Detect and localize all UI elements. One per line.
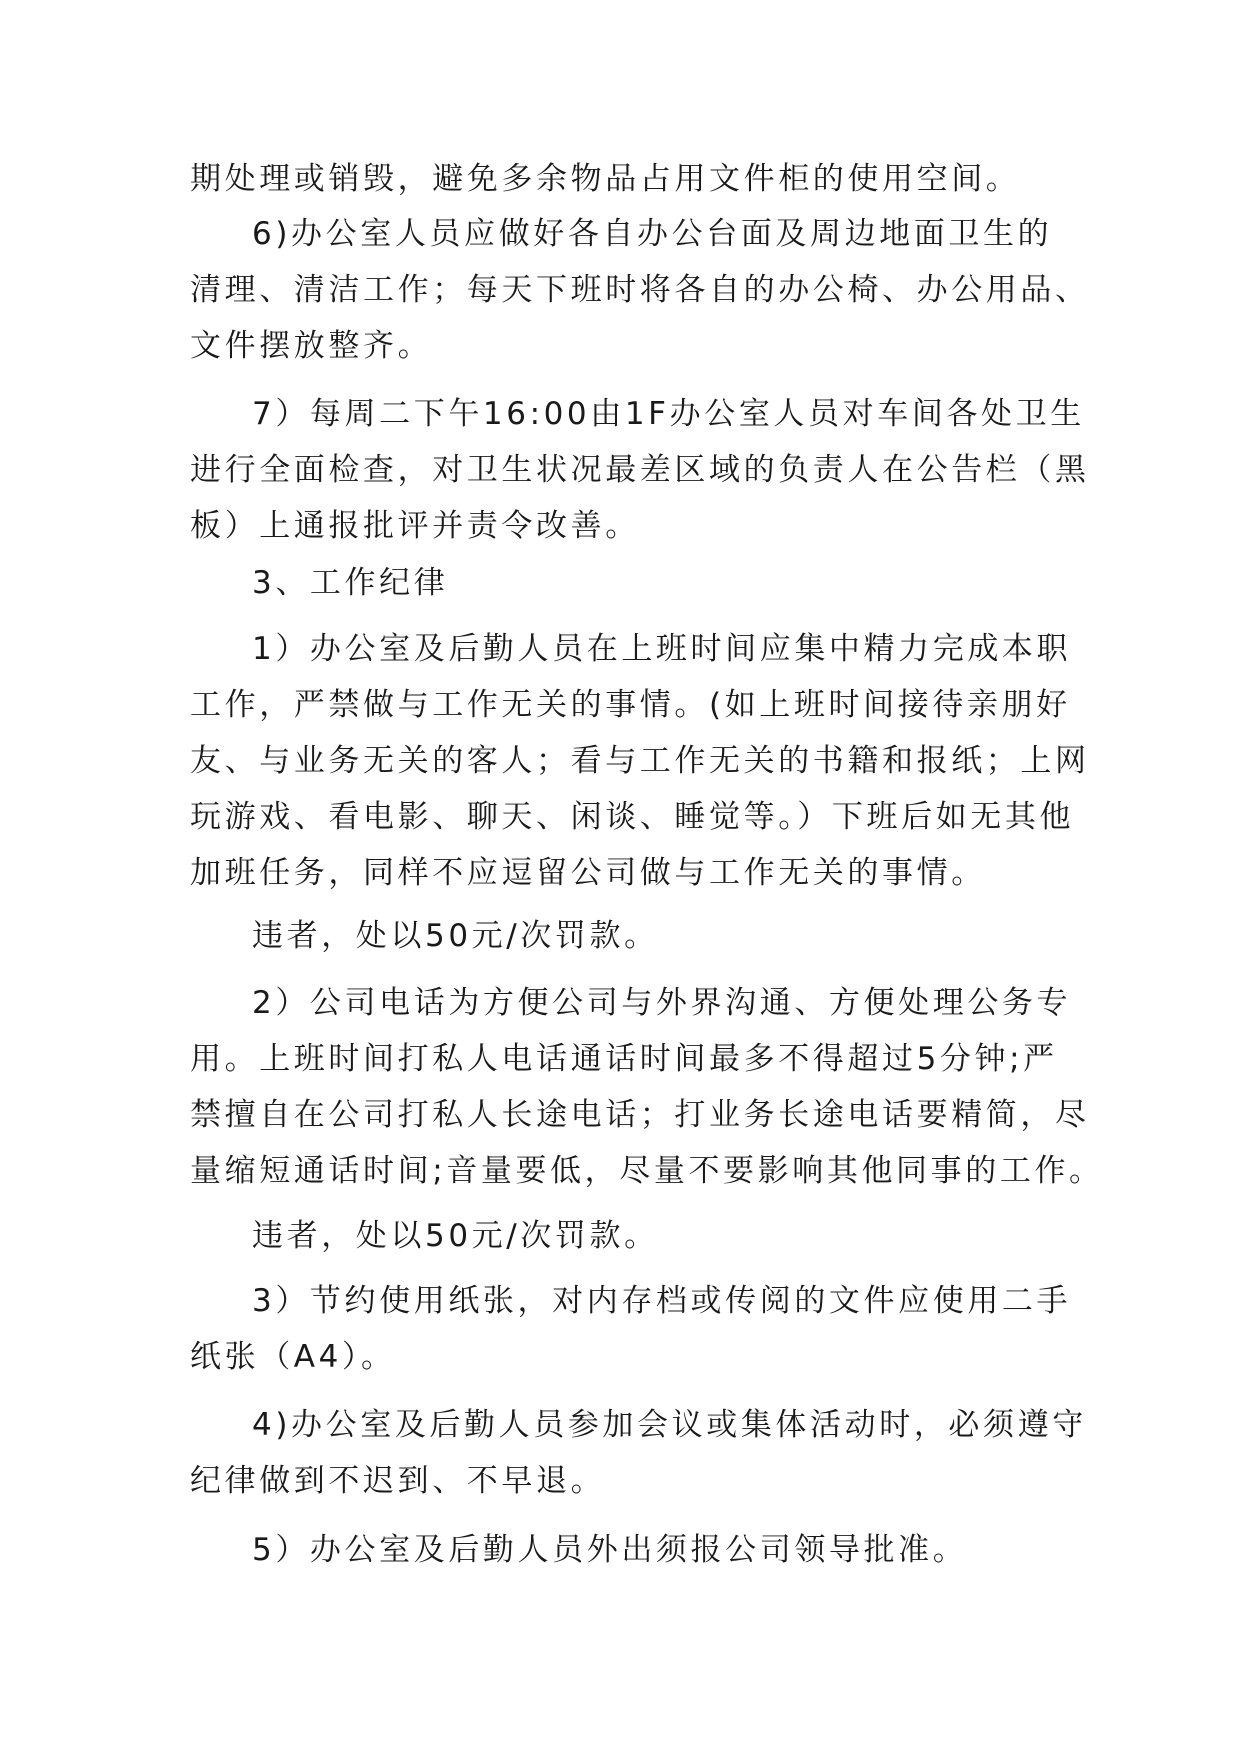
- text-line: 2）公司电话为方便公司与外界沟通、方便处理公务专: [252, 985, 1072, 1021]
- text-line: 工作，严禁做与工作无关的事情。(如上班时间接待亲朋好: [190, 687, 1071, 723]
- text-line: 3）节约使用纸张，对内存档或传阅的文件应使用二手: [252, 1283, 1072, 1319]
- text-line: 板）上通报批评并责令改善。: [190, 508, 640, 544]
- text-line: 违者，处以50元/次罚款。: [252, 918, 659, 954]
- text-line: 纸张（A4）。: [190, 1339, 396, 1375]
- text-line: 用。上班时间打私人电话通话时间最多不得超过5分钟;严: [190, 1041, 1058, 1077]
- text-line: 1）办公室及后勤人员在上班时间应集中精力完成本职: [252, 631, 1072, 667]
- text-line: 加班任务，同样不应逗留公司做与工作无关的事情。: [190, 855, 986, 891]
- text-line: 期处理或销毁，避免多余物品占用文件柜的使用空间。: [190, 161, 1021, 197]
- text-line: 5）办公室及后勤人员外出须报公司领导批准。: [252, 1532, 968, 1568]
- text-line: 违者，处以50元/次罚款。: [252, 1218, 659, 1254]
- text-line: 纪律做到不迟到、不早退。: [190, 1463, 606, 1499]
- text-line: 量缩短通话时间;音量要低，尽量不要影响其他同事的工作。: [190, 1153, 1104, 1189]
- text-line: 6)办公室人员应做好各自办公台面及周边地面卫生的: [252, 216, 1053, 252]
- text-line: 禁擅自在公司打私人长途电话；打业务长途电话要精简，尽: [190, 1097, 1090, 1133]
- text-line: 7）每周二下午16:00由1F办公室人员对车间各处卫生: [252, 396, 1085, 432]
- text-line: 进行全面检查，对卫生状况最差区域的负责人在公告栏（黑: [190, 452, 1090, 488]
- text-line: 友、与业务无关的客人；看与工作无关的书籍和报纸；上网: [190, 743, 1090, 779]
- text-line: 文件摆放整齐。: [190, 328, 433, 364]
- text-line: 4)办公室及后勤人员参加会议或集体活动时，必须遵守: [252, 1407, 1087, 1443]
- text-line: 清理、清洁工作；每天下班时将各自的办公椅、办公用品、: [190, 272, 1090, 308]
- text-line: 玩游戏、看电影、聊天、闲谈、睡觉等。）下班后如无其他: [190, 799, 1075, 835]
- section-heading: 3、工作纪律: [252, 565, 449, 601]
